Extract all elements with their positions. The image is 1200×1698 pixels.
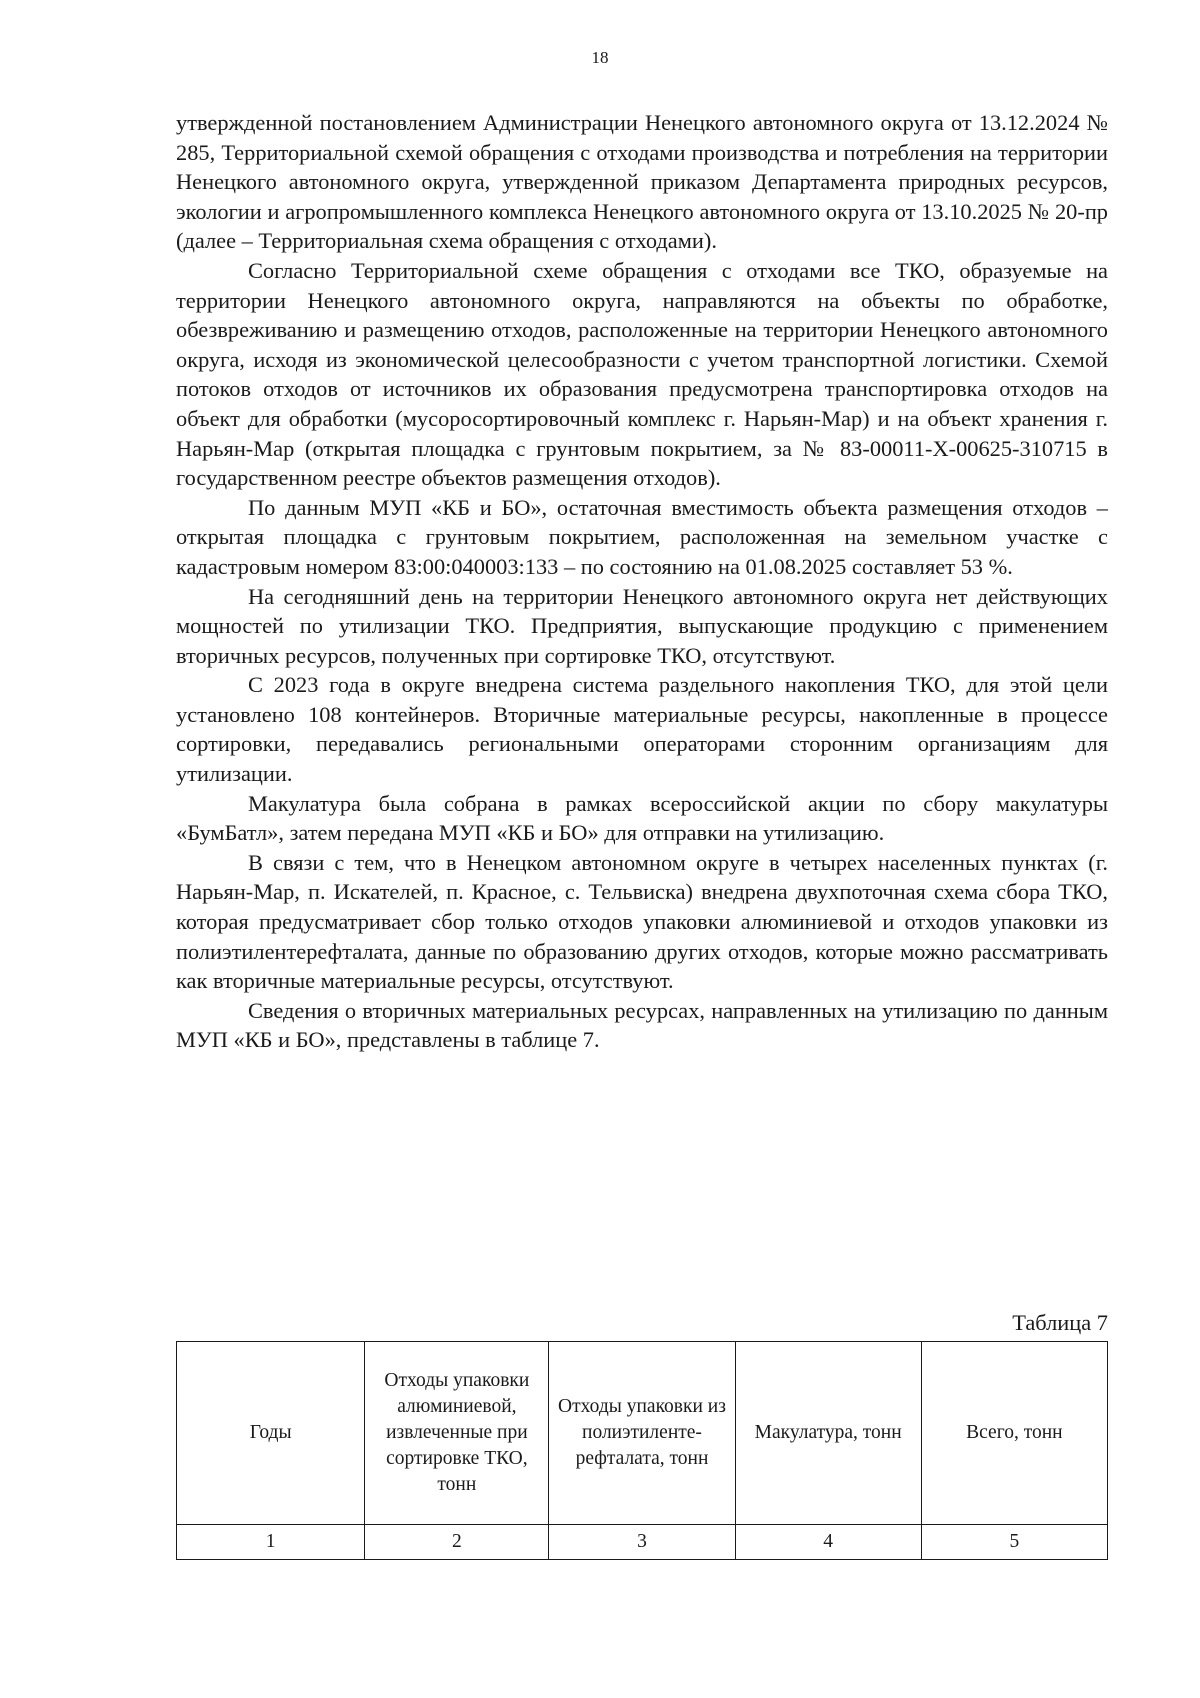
paragraph-6: Макулатура была собрана в рамках всероссийской акции по сбору макулатуры «БумБатл», затем передана МУП «КБ и БО» для отправки на утилизацию.	[176, 790, 1108, 846]
paragraph-2: Согласно Территориальной схеме обращения с отходами все ТКО, образуемые на территории Ненецкого автономного округа, направляются на объекты по обработке, обезвреживанию и размещению отходов, расположенные на территории Ненецкого автономного округа, исходя из экономической целесообразности с учетом транспортной логистики. Схемой потоков отходов от источников их образования предусмотрена транспортировка отходов на объект для обработки (мусоросортировочный комплекс г. Нарьян-Мар) и на объект хранения г. Нарьян-Мар (открытая площадка с грунтовым покрытием, за № 83-00011-Х-00625-310715 в государственном реестре объектов размещения отходов).	[176, 257, 1108, 491]
header-years: Годы	[177, 1342, 365, 1525]
header-aluminium-packaging: Отходы упаковки алюминиевой, извлеченные при сортировке ТКО, тонн	[365, 1342, 549, 1525]
column-number: 1	[177, 1525, 365, 1560]
column-number: 3	[549, 1525, 735, 1560]
paragraph-3: По данным МУП «КБ и БО», остаточная вместимость объекта размещения отходов – открытая площадка с грунтовым покрытием, расположенная на земельном участке с кадастровым номером 83:00:040003:133 – по состоянию на 01.08.2025 составляет 53 %.	[176, 494, 1108, 579]
paragraph-5: С 2023 года в округе внедрена система раздельного накопления ТКО, для этой цели установлено 108 контейнеров. Вторичные материальные ресурсы, накопленные в процессе сортировки, передавались региональными операторами сторонним организациям для утилизации.	[176, 672, 1108, 787]
table-row-column-numbers	[177, 1525, 1108, 1560]
paragraph-8: Сведения о вторичных материальных ресурсах, направленных на утилизацию по данным МУП «КБ и БО», представлены в таблице 7.	[176, 997, 1108, 1053]
paragraph-4: На сегодняшний день на территории Ненецкого автономного округа нет действующих мощностей по утилизации ТКО. Предприятия, выпускающие продукцию с применением вторичных ресурсов, полученных при сортировке ТКО, отсутствуют.	[176, 583, 1108, 668]
data-table	[176, 1341, 1108, 1560]
column-number: 2	[365, 1525, 549, 1560]
column-number: 5	[921, 1525, 1107, 1560]
table-caption: Таблица 7	[1012, 1310, 1108, 1335]
column-number: 4	[735, 1525, 921, 1560]
page-number: 18	[591, 48, 609, 67]
header-waste-paper: Макулатура, тонн	[735, 1342, 921, 1525]
table-header-row	[177, 1342, 1108, 1525]
header-total: Всего, тонн	[921, 1342, 1107, 1525]
paragraph-1: утвержденной постановлением Администрации Ненецкого автономного округа от 13.12.2024 № 285, Территориальной схемой обращения с отходами производства и потребления на территории Ненецкого автономного округа, утвержденной приказом Департамента природных ресурсов, экологии и агропромышленного комплекса Ненецкого автономного округа от 13.10.2025 № 20-пр (далее – Территориальная схема обращения с отходами).	[176, 110, 1108, 254]
paragraph-7: В связи с тем, что в Ненецком автономном округе в четырех населенных пунктах (г. Нарьян-Мар, п. Искателей, п. Красное, с. Тельвиска) внедрена двухпоточная схема сбора ТКО, которая предусматривает сбор только отходов упаковки алюминиевой и отходов упаковки из полиэтилентерефталата, данные по образованию других отходов, которые можно рассматривать как вторичные материальные ресурсы, отсутствуют.	[176, 849, 1108, 994]
document-body	[176, 108, 1108, 1055]
header-pet-packaging: Отходы упаковки из полиэтиленте-рефталата, тонн	[549, 1342, 735, 1525]
